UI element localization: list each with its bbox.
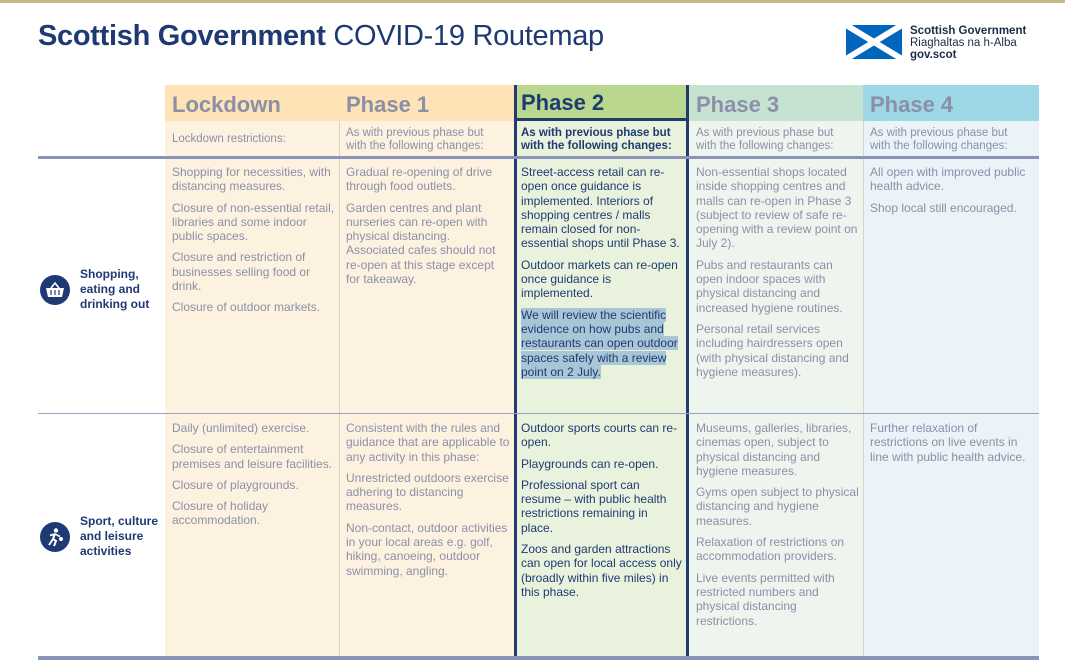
cell-item: Closure of playgrounds.: [172, 477, 299, 492]
phase-header-phase-3: Phase 3: [689, 85, 863, 121]
subheader-line-2: with the following changes:: [696, 140, 834, 152]
title-bold: Scottish Government: [38, 20, 326, 52]
subheader-phase-3: [689, 123, 863, 155]
page-title: [38, 20, 604, 53]
cell-shopping-phase-4: [863, 165, 1039, 222]
cell-sport-phase-1: [339, 421, 514, 585]
cell-item: Non-contact, outdoor activities in your local areas e.g. golf, hiking, canoeing, outdoor swimming, angling.: [346, 520, 508, 578]
subheader-text: Lockdown restrictions:: [172, 133, 286, 145]
category-line: Shopping,: [80, 267, 139, 281]
cell-shopping-phase-3: [689, 165, 863, 386]
cell-item: All open with improved public health advice.: [870, 165, 1026, 194]
subheader-phase-1: [339, 123, 514, 155]
subheader-line-1: As with previous phase but: [870, 127, 1008, 139]
category-line: Sport, culture: [80, 514, 159, 528]
highlighted-text: We will review the scientific evidence on how pubs and restaurants can open outdoor spaces safely with a review point on 2 July.: [521, 307, 678, 379]
subheader-line-1: As with previous phase but: [521, 127, 671, 139]
logo-line-2: Riaghaltas na h-Alba: [910, 37, 1017, 49]
cell-item: Professional sport can resume – with public health restrictions remaining in place.: [521, 477, 667, 535]
cell-shopping-lockdown: [165, 165, 339, 322]
phase-header-lockdown: Lockdown: [165, 85, 339, 121]
cell-item: Pubs and restaurants can open indoor spaces with physical distancing and increased hygiene routines.: [696, 257, 843, 315]
cell-sport-phase-4: [863, 421, 1039, 471]
cell-item: Closure of entertainment premises and leisure facilities.: [172, 442, 333, 471]
cell-item: Closure and restriction of businesses selling food or drink.: [172, 250, 311, 294]
category-line: and leisure: [80, 529, 144, 543]
table-bottom-rule: [38, 656, 1039, 660]
logo-line-1: Scottish Government: [910, 25, 1027, 37]
subheader-line-2: with the following changes:: [521, 140, 672, 152]
title-light: COVID-19 Routemap: [333, 20, 604, 52]
shopping-basket-icon: [40, 275, 70, 305]
cell-item: Further relaxation of restrictions on live events in line with public health advice.: [870, 421, 1026, 464]
cell-item: Daily (unlimited) exercise.: [172, 421, 310, 435]
category-line: eating and: [80, 282, 141, 296]
gov-logo: [846, 25, 1026, 61]
cell-sport-lockdown: [165, 421, 339, 535]
saltire-flag-icon: [846, 25, 902, 59]
cell-shopping-phase-1: [339, 165, 514, 293]
phase-header-phase-1: Phase 1: [339, 85, 514, 121]
category-sport: [40, 514, 158, 559]
cell-item: Garden centres and plant nurseries can re-open with physical distancing. Associated cafes should not re-open at this stage except for takeaway.: [346, 200, 496, 287]
cell-item: Personal retail services including hairdressers open (with physical distancing and hygiene measures).: [696, 321, 849, 379]
category-shopping: [40, 267, 149, 312]
phase-header-phase-4: Phase 4: [863, 85, 1039, 121]
cell-item: Closure of outdoor markets.: [172, 300, 321, 315]
row-divider: [38, 156, 1039, 159]
cell-item: Outdoor markets can re-open once guidance is implemented.: [521, 257, 678, 301]
phase-2-header-rule: [517, 118, 686, 121]
category-line: activities: [80, 544, 132, 558]
cell-item: Zoos and garden attractions can open for local access only (broadly within five miles) in this phase.: [521, 542, 682, 599]
cell-item: Consistent with the rules and guidance that are applicable to any activity in this phase:: [346, 421, 510, 464]
row-divider: [38, 413, 1039, 414]
cell-item-highlighted: [521, 308, 683, 379]
cell-sport-phase-2: [517, 421, 686, 606]
cell-item: Street-access retail can re-open once guidance is implemented. Interiors of shopping centres / malls remain closed for non-essential shops until Phase 3.: [521, 165, 680, 251]
logo-text: [910, 25, 1026, 61]
subheader-line-1: As with previous phase but: [346, 127, 484, 139]
cell-item: Playgrounds can re-open.: [521, 456, 659, 471]
sports-person-icon: [40, 522, 70, 552]
category-line: drinking out: [80, 297, 150, 311]
subheader-lockdown: [165, 123, 339, 155]
cell-item: Museums, galleries, libraries, cinemas open, subject to physical distancing and hygiene measures.: [696, 421, 852, 478]
cell-item: Shopping for necessities, with distancing measures.: [172, 165, 331, 194]
subheader-line-2: with the following changes:: [346, 140, 484, 152]
cell-item: Relaxation of restrictions on accommodation providers.: [696, 535, 845, 564]
cell-item: Gradual re-opening of drive through food outlets.: [346, 165, 493, 194]
cell-sport-phase-3: [689, 421, 863, 635]
cell-item: Gyms open subject to physical distancing and hygiene measures.: [696, 485, 859, 528]
subheader-phase-4: [863, 123, 1039, 155]
subheader-line-2: with the following changes:: [870, 140, 1008, 152]
cell-item: Live events permitted with restricted numbers and physical distancing restrictions.: [696, 570, 835, 628]
cell-shopping-phase-2: [517, 165, 686, 386]
cell-item: Non-essential shops located inside shopping centres and malls can re-open in Phase 3 (subject to review of safe re-opening with a review point on July 2).: [696, 165, 858, 251]
top-rule: [0, 0, 1065, 3]
cell-item: Closure of non-essential retail, libraries and some indoor public spaces.: [172, 200, 335, 244]
cell-item: Shop local still encouraged.: [870, 200, 1017, 215]
cell-item: Closure of holiday accommodation.: [172, 499, 269, 528]
subheader-line-1: As with previous phase but: [696, 127, 834, 139]
subheader-phase-2: [517, 123, 686, 155]
logo-line-3: gov.scot: [910, 49, 957, 61]
cell-item: Outdoor sports courts can re-open.: [521, 421, 678, 450]
cell-item: Unrestricted outdoors exercise adhering to distancing measures.: [346, 470, 509, 514]
category-label: [80, 267, 149, 312]
phase-header-phase-2: Phase 2: [517, 85, 686, 118]
category-label: [80, 514, 158, 559]
